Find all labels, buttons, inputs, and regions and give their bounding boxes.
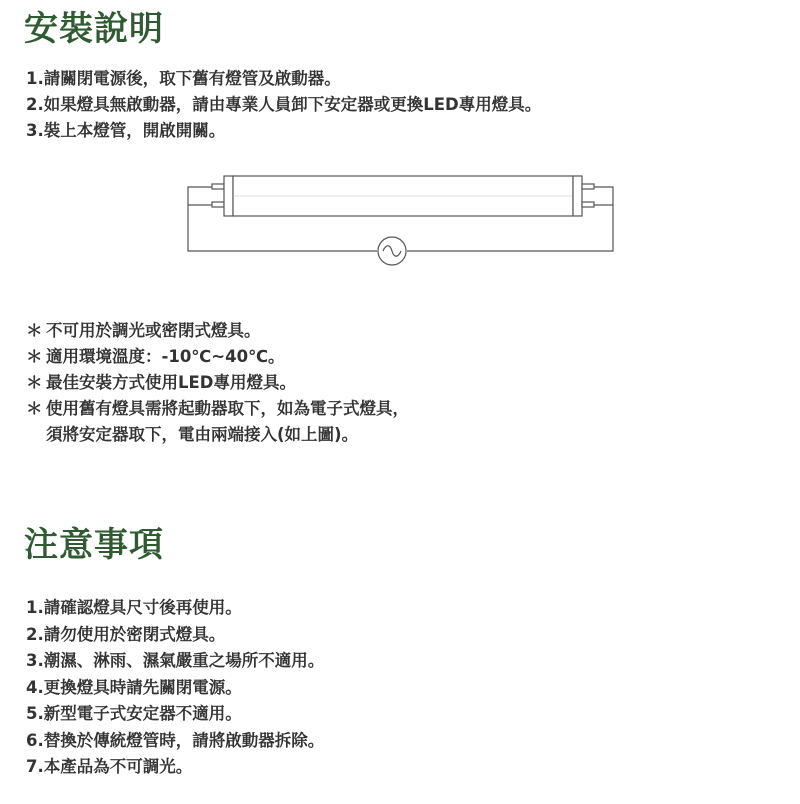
precautions-list [26, 595, 324, 781]
precaution-item: 2.請勿使用於密閉式燈具。 [26, 624, 226, 644]
left-end-cap [224, 176, 233, 216]
precaution-item: 4.更換燈具時請先關閉電源。 [26, 677, 242, 697]
note-item [26, 318, 409, 344]
precaution-item: 5.新型電子式安定器不適用。 [26, 704, 242, 723]
note-text: 適用環境溫度：-10℃~40℃。 [46, 347, 285, 366]
asterisk-icon: ＊ [26, 373, 43, 392]
precaution-item: 3.潮濕、淋雨、濕氣嚴重之場所不適用。 [26, 651, 325, 670]
notes-list [26, 318, 409, 448]
precaution-item: 6.替換於傳統燈管時，請將啟動器拆除。 [26, 730, 325, 750]
note-item [26, 344, 409, 370]
asterisk-icon: ＊ [26, 347, 43, 366]
note-text: 不可用於調光或密閉式燈具。 [46, 321, 261, 340]
install-step: 2.如果燈具無啟動器，請由專業人員卸下安定器或更換LED專用燈具。 [26, 95, 542, 114]
install-title: 安裝說明 [24, 9, 164, 49]
note-item [26, 396, 409, 422]
install-step: 1.請關閉電源後，取下舊有燈管及啟動器。 [26, 69, 341, 88]
right-end-cap [573, 176, 582, 216]
note-text: 使用舊有燈具需將起動器取下，如為電子式燈具， [46, 399, 409, 418]
wiring-diagram [185, 170, 615, 270]
note-text: 最佳安裝方式使用LED專用燈具。 [46, 373, 296, 392]
left-pin-top [212, 184, 224, 189]
asterisk-icon: ＊ [26, 321, 43, 340]
note-item [26, 370, 409, 396]
right-pin-bottom [582, 202, 594, 207]
precautions-title: 注意事項 [24, 525, 164, 565]
asterisk-icon: ＊ [26, 399, 43, 418]
install-steps-list [26, 66, 541, 144]
note-continuation: 須將安定器取下，電由兩端接入(如上圖)。 [46, 425, 359, 444]
left-pin-bottom [212, 202, 224, 207]
precaution-item: 7.本產品為不可調光。 [26, 757, 193, 776]
precaution-item: 1.請確認燈具尺寸後再使用。 [26, 598, 242, 617]
install-step: 3.裝上本燈管，開啟開關。 [26, 121, 226, 140]
ac-power-source-icon [378, 237, 406, 265]
right-pin-top [582, 184, 594, 189]
